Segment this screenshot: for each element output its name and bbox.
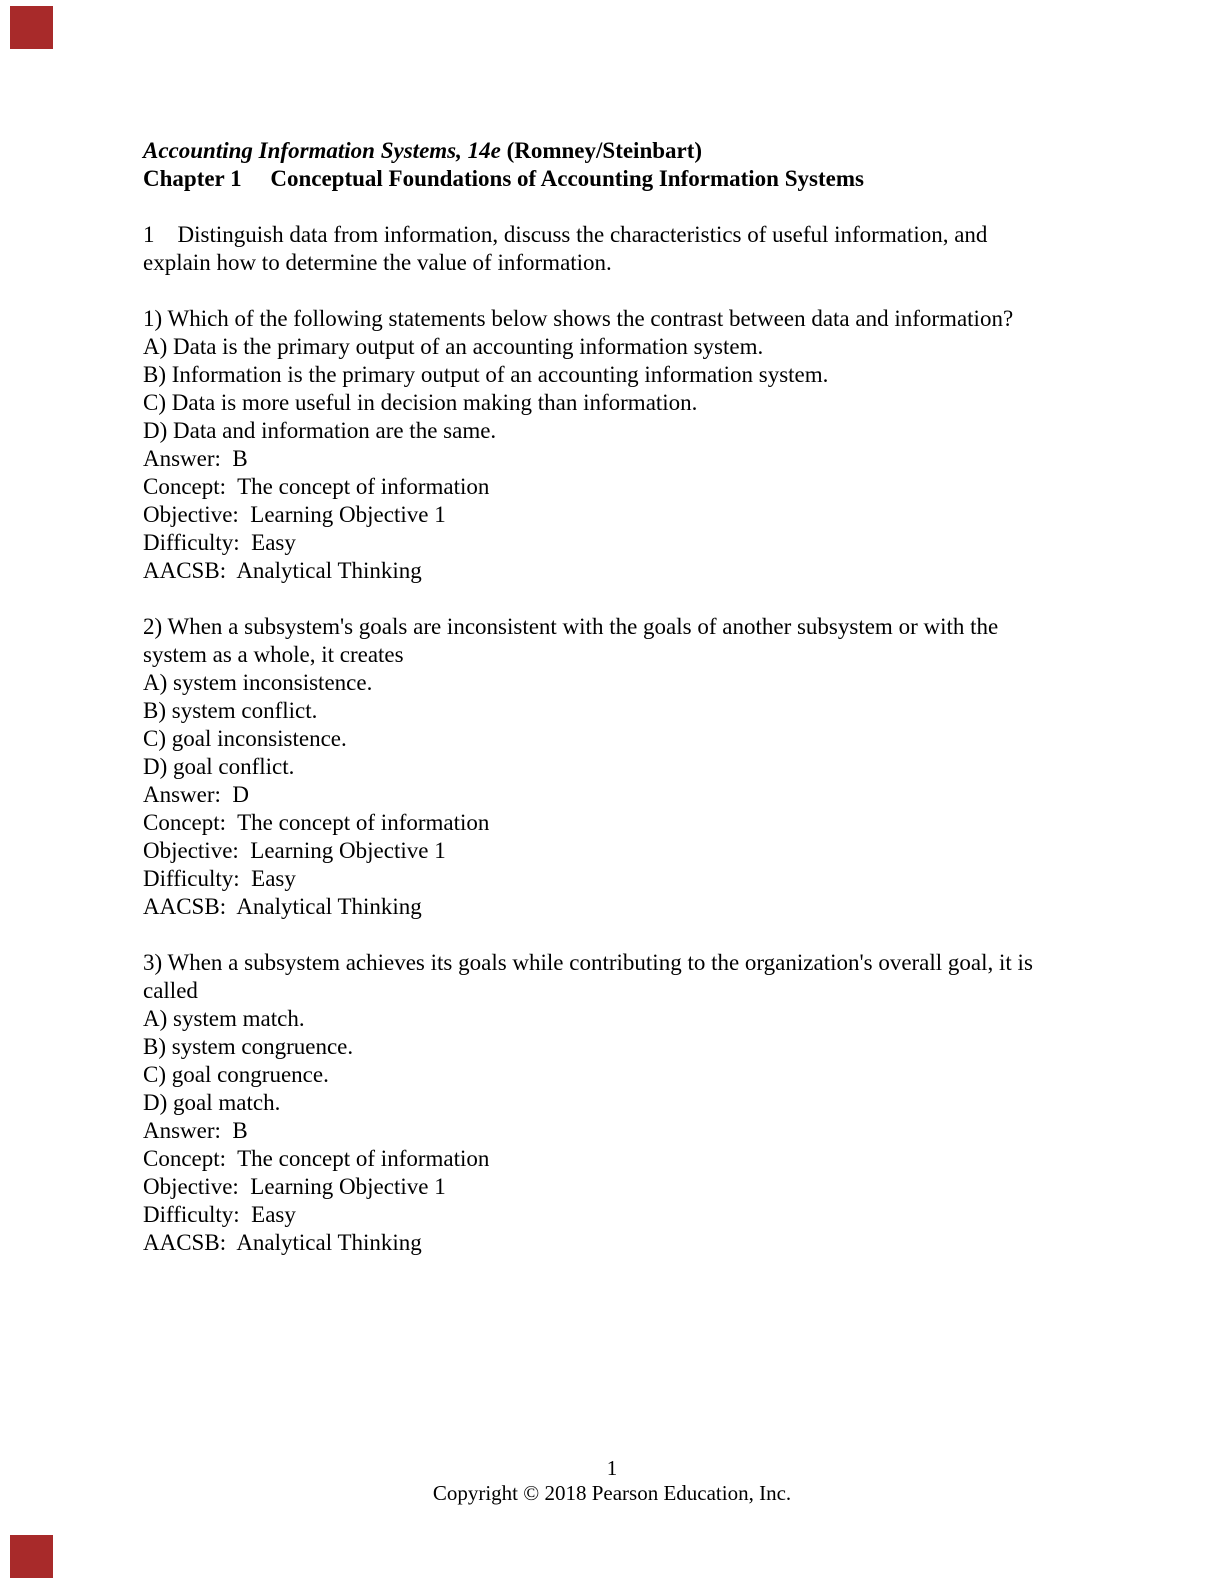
choice-a: A) system match. <box>143 1006 305 1031</box>
intro-line: explain how to determine the value of information. <box>143 250 612 275</box>
question-block-1 <box>143 305 1143 585</box>
page-footer <box>0 1456 1224 1506</box>
difficulty-line: Difficulty: Easy <box>143 866 296 891</box>
aacsb-line: AACSB: Analytical Thinking <box>143 558 422 583</box>
choice-d: D) Data and information are the same. <box>143 418 497 443</box>
question-stem: called <box>143 978 198 1003</box>
choice-c: C) goal inconsistence. <box>143 726 347 751</box>
difficulty-line: Difficulty: Easy <box>143 530 296 555</box>
aacsb-line: AACSB: Analytical Thinking <box>143 894 422 919</box>
aacsb-line: AACSB: Analytical Thinking <box>143 1230 422 1255</box>
objective-line: Objective: Learning Objective 1 <box>143 502 446 527</box>
choice-c: C) Data is more useful in decision making than information. <box>143 390 698 415</box>
concept-line: Concept: The concept of information <box>143 1146 490 1171</box>
concept-line: Concept: The concept of information <box>143 474 490 499</box>
intro-line: 1 Distinguish data from information, discuss the characteristics of useful information, and <box>143 222 988 247</box>
copyright-line: Copyright © 2018 Pearson Education, Inc. <box>432 1481 792 1505</box>
choice-b: B) Information is the primary output of an accounting information system. <box>143 362 829 387</box>
learning-objective-intro <box>143 221 1143 277</box>
question-stem: system as a whole, it creates <box>143 642 404 667</box>
answer-line: Answer: B <box>143 446 248 471</box>
choice-d: D) goal conflict. <box>143 754 295 779</box>
answer-line: Answer: D <box>143 782 250 807</box>
corner-mark-top-left <box>10 6 53 49</box>
chapter-title: Chapter 1 Conceptual Foundations of Accounting Information Systems <box>143 166 864 191</box>
book-title-line <box>143 137 1143 165</box>
page-number: 1 <box>606 1456 618 1480</box>
book-title: Accounting Information Systems, 14e <box>143 138 501 163</box>
answer-line: Answer: B <box>143 1118 248 1143</box>
objective-line: Objective: Learning Objective 1 <box>143 1174 446 1199</box>
choice-b: B) system congruence. <box>143 1034 354 1059</box>
question-block-3 <box>143 949 1143 1257</box>
book-authors: (Romney/Steinbart) <box>500 138 703 163</box>
page-content <box>143 137 1143 1285</box>
choice-a: A) system inconsistence. <box>143 670 373 695</box>
difficulty-line: Difficulty: Easy <box>143 1202 296 1227</box>
objective-line: Objective: Learning Objective 1 <box>143 838 446 863</box>
page-header <box>143 137 1143 193</box>
question-stem: 3) When a subsystem achieves its goals while contributing to the organization's overall goal, it is <box>143 950 1033 975</box>
corner-mark-bottom-left <box>10 1535 53 1578</box>
choice-a: A) Data is the primary output of an accounting information system. <box>143 334 764 359</box>
question-stem: 1) Which of the following statements below shows the contrast between data and information? <box>143 306 1014 331</box>
choice-b: B) system conflict. <box>143 698 318 723</box>
choice-c: C) goal congruence. <box>143 1062 329 1087</box>
choice-d: D) goal match. <box>143 1090 281 1115</box>
concept-line: Concept: The concept of information <box>143 810 490 835</box>
question-block-2 <box>143 613 1143 921</box>
question-stem: 2) When a subsystem's goals are inconsistent with the goals of another subsystem or with the <box>143 614 999 639</box>
